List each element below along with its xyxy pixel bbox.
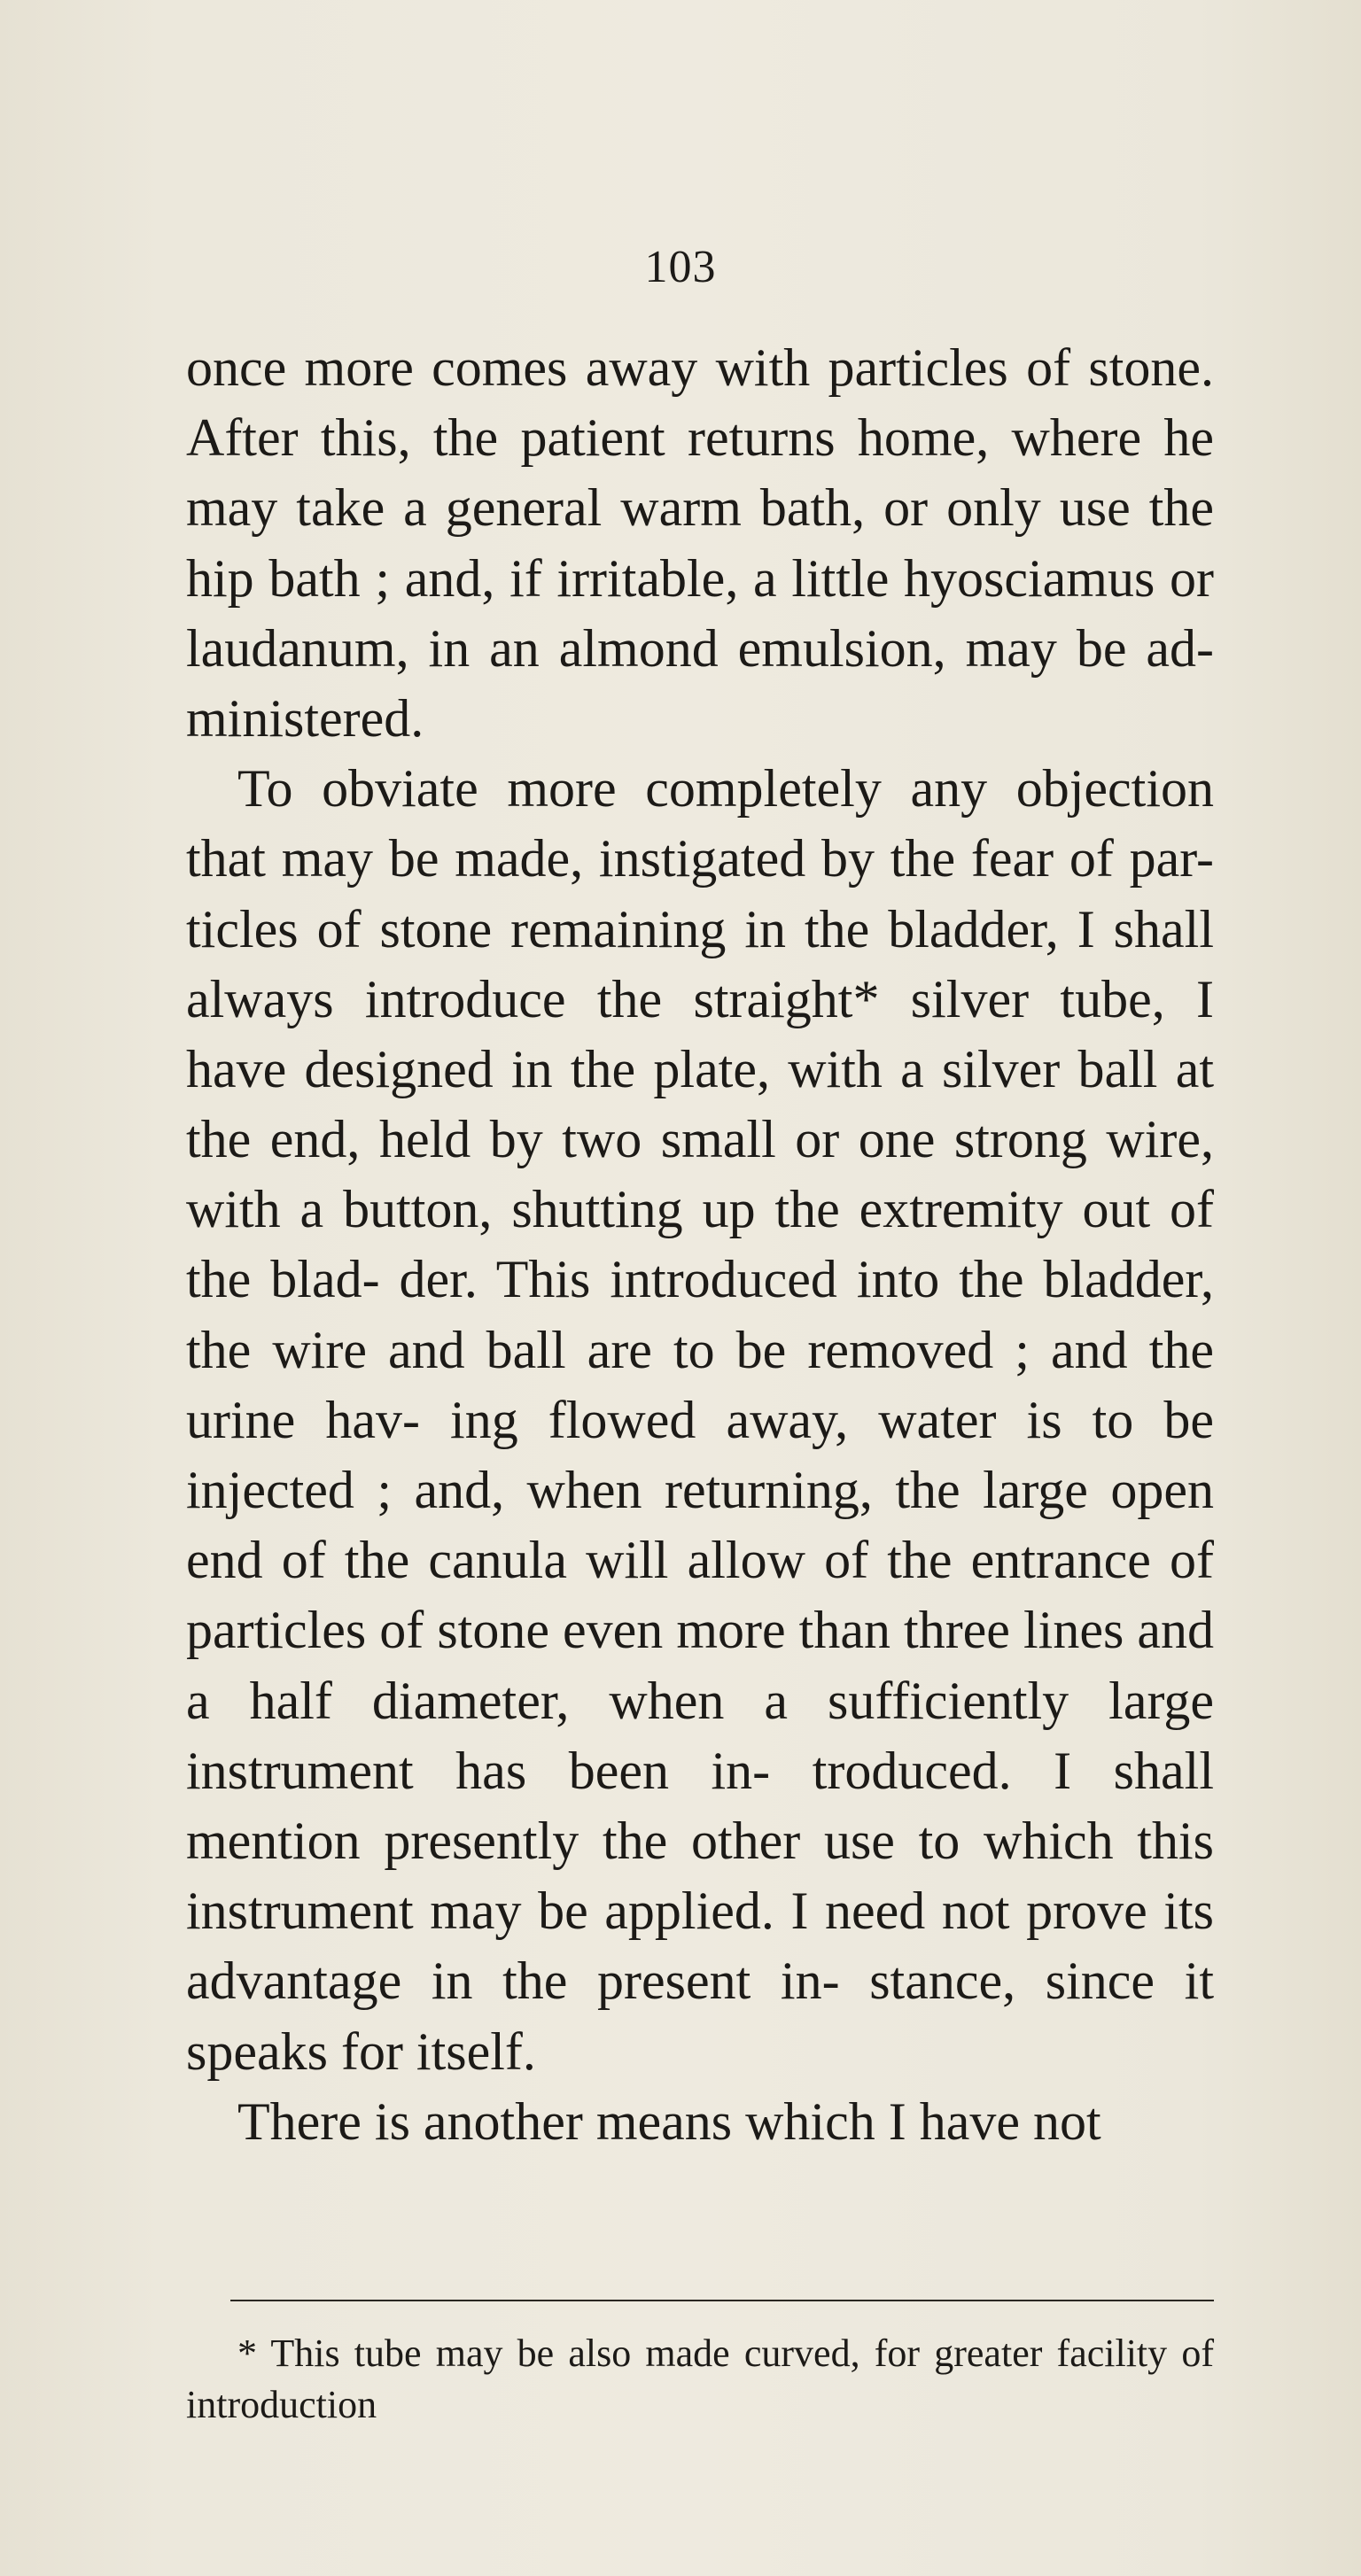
paragraph-another-means: There is another means which I have not xyxy=(237,2091,1101,2151)
paragraph-obviate: To obviate more completely any objection that may be made, instigated by the fear of par- ticles of stone remaining in the bladder, I shall always introduce the straight* silver tube, I have designed in the plate, with a silver ball at the end, held by two small or one strong wire, with a button, shutting up the extremity out of the blad- der. This introduced into the bladder, the wire and ball are to be removed ; and the urine hav- ing flowed away, water is to be injected ; and, when returning, the large open end of the canula will allow of the entrance of particles of stone even more than three lines and a half diameter, when a sufficiently large instrument has been in- troduced. I shall mention presently the other use to which this instrument may be applied. I need not prove its advantage in the present in- stance, since it speaks for itself. xyxy=(186,759,1214,2081)
page-number: 103 xyxy=(644,242,717,292)
footnote-divider xyxy=(230,2300,1214,2301)
body-text xyxy=(186,333,1214,2157)
paragraph-continuation: once more comes away with particles of stone. After this, the patient returns home, where he may take a general warm bath, or only use the hip bath ; and, if irritable, a little hyosciamus or laudanum, in an almond emulsion, may be ad- ministered. xyxy=(186,338,1214,748)
footnote: * This tube may be also made curved, for greater facility of introduction xyxy=(186,2332,1214,2427)
